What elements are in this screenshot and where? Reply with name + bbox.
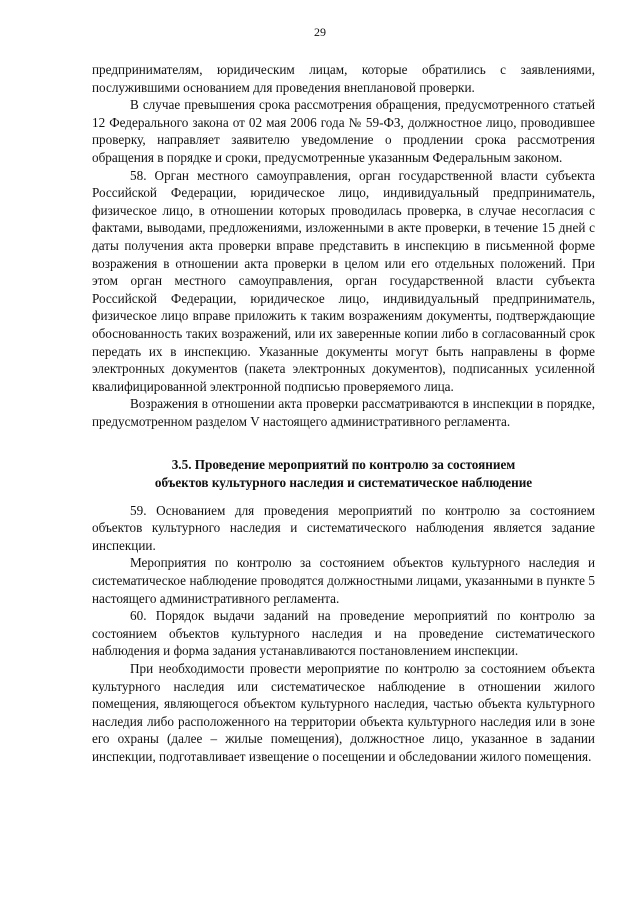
- paragraph-control-officials: Мероприятия по контролю за состоянием объектов культурного наследия и систематическое наблюдение проводятся должностными лицами, указанными в пункте 5 настоящего административного регламента.: [92, 555, 595, 606]
- paragraph-objections-review: Возражения в отношении акта проверки рассматриваются в инспекции в порядке, предусмотренном разделом V настоящего административного регламента.: [92, 396, 595, 429]
- paragraph-residential-premises: При необходимости провести мероприятие по контролю за состоянием объекта культурного наследия или систематическое наблюдение в отношении жилого помещения, являющегося объектом культурного наследия, частью объекта культурного наследия либо расположенного на территории объекта культурного наследия или в зоне его охраны (далее – жилые помещения), должностное лицо, указанное в задании инспекции, подготавливает извещение о посещении и обследовании жилого помещения.: [92, 661, 595, 764]
- section-heading-line-1: 3.5. Проведение мероприятий по контролю за состоянием: [171, 457, 516, 473]
- page-number: 29: [314, 25, 326, 39]
- paragraph-58-objections: 58. Орган местного самоуправления, орган государственной власти субъекта Российской Федерации, юридическое лицо, индивидуальный предприниматель, физическое лицо, в отношении которых проводилась проверка, в случае несогласия с фактами, выводами, предложениями, изложенными в акте проверки, в течение 15 дней с даты получения акта проверки вправе представить в инспекцию в письменной форме возражения в отношении акта проверки в целом или его отдельных положений. При этом орган местного самоуправления, орган государственной власти субъекта Российской Федерации, юридическое лицо, индивидуальный предприниматель, физическое лицо вправе приложить к таким возражениям документы, подтверждающие обоснованность таких возражений, или их заверенные копии либо в согласованный срок передать их в инспекцию. Указанные документы могут быть направлены в форме электронных документов (пакета электронных документов), подписанных усиленной квалифицированной электронной подписью проверяемого лица.: [92, 167, 595, 394]
- page-body: [92, 61, 595, 766]
- paragraph-59-basis: 59. Основанием для проведения мероприятий по контролю за состоянием объектов культурного наследия и систематического наблюдения является задание инспекции.: [92, 502, 595, 553]
- section-heading-3-5: [92, 456, 595, 491]
- section-heading-line-2: объектов культурного наследия и систематическое наблюдение: [154, 475, 533, 491]
- paragraph-60-task-procedure: 60. Порядок выдачи заданий на проведение мероприятий по контролю за состоянием объектов культурного наследия и на проведение систематического наблюдения и форма задания устанавливаются постановлением инспекции.: [92, 608, 595, 659]
- paragraph-continuation: предпринимателям, юридическим лицам, которые обратились с заявлениями, послужившими основанием для проведения внеплановой проверки.: [92, 62, 595, 95]
- paragraph-deadline-extension: В случае превышения срока рассмотрения обращения, предусмотренного статьей 12 Федерального закона от 02 мая 2006 года № 59-ФЗ, должностное лицо, проводившее проверку, направляет заявителю уведомление о продлении срока рассмотрения обращения в порядке и сроки, предусмотренные указанным Федеральным законом.: [92, 97, 595, 165]
